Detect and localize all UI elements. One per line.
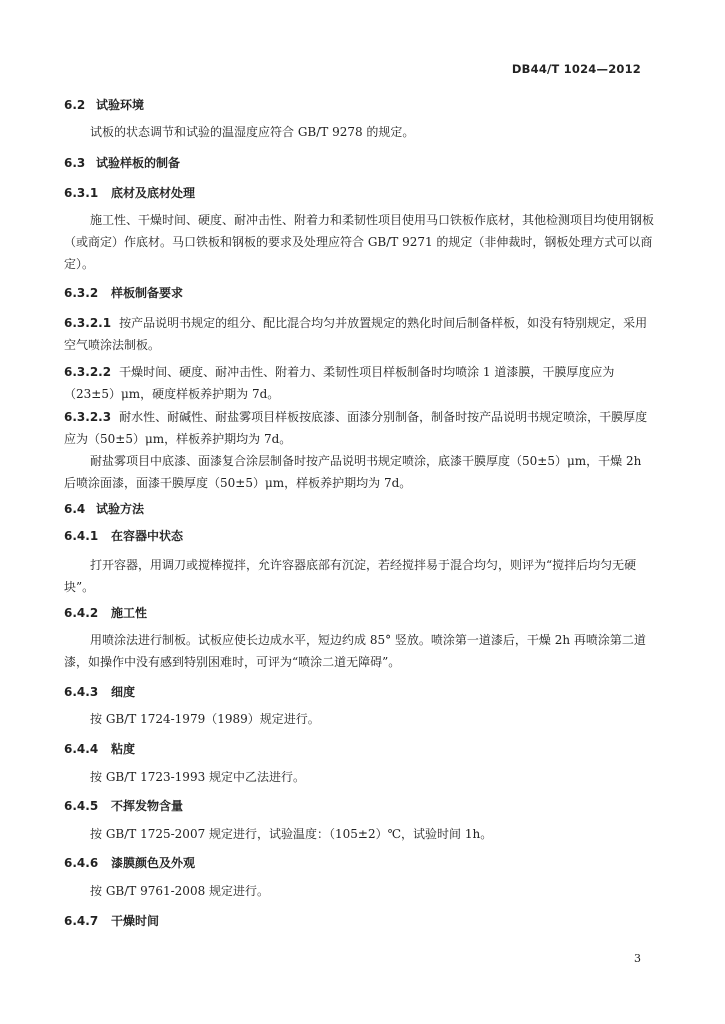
paragraph-6-3-2-2	[64, 361, 656, 405]
paragraph-6-4-5: 按 GB/T 1725-2007 规定进行，试验温度：（105±2）℃，试验时间 1h。	[90, 827, 493, 841]
section-title: 干燥时间	[111, 914, 160, 928]
heading-6-4-5	[64, 797, 656, 815]
heading-6-4-2	[64, 604, 656, 622]
heading-6-4	[64, 500, 656, 518]
section-number: 6.4.5	[64, 799, 99, 813]
section-number: 6.4.3	[64, 685, 99, 699]
paragraph-6-3-1: 施工性、干燥时间、硬度、耐冲击性、附着力和柔韧性项目使用马口铁板作底材，其他检测项目均使用钢板（或商定）作底材。马口铁板和钢板的要求及处理应符合 GB/T 9271 的规定（非伸裁时，钢板处理方式可以商定）。	[64, 213, 655, 271]
section-number: 6.4	[64, 502, 86, 516]
clause-number: 6.3.2.2	[64, 365, 112, 379]
section-title: 试验方法	[96, 502, 145, 516]
section-number: 6.3.2	[64, 286, 99, 300]
section-number: 6.3.1	[64, 186, 99, 200]
document-code-header: DB44/T 1024—2012	[511, 62, 641, 76]
clause-number: 6.3.2.1	[64, 316, 112, 330]
section-title: 漆膜颜色及外观	[111, 856, 196, 870]
paragraph-6-4-1: 打开容器，用调刀或搅棒搅拌，允许容器底部有沉淀，若经搅拌易于混合均匀，则评为“搅拌后均匀无硬块”。	[64, 558, 637, 594]
heading-6-2	[64, 96, 656, 114]
page-number: 3	[634, 952, 641, 965]
section-number: 6.4.4	[64, 742, 99, 756]
heading-6-3-1	[64, 184, 656, 202]
section-number: 6.3	[64, 156, 86, 170]
section-title: 粘度	[111, 742, 136, 756]
paragraph-6-3-2-3	[64, 406, 656, 450]
clause-text: 按产品说明书规定的组分、配比混合均匀并放置规定的熟化时间后制备样板，如没有特别规定，采用空气喷涂法制板。	[64, 316, 648, 352]
section-number: 6.4.2	[64, 606, 99, 620]
paragraph-6-4-3: 按 GB/T 1724-1979（1989）规定进行。	[90, 712, 320, 726]
clause-text: 耐水性、耐碱性、耐盐雾项目样板按底漆、面漆分别制备，制备时按产品说明书规定喷涂，干膜厚度应为（50±5）μm，样板养护期均为 7d。	[64, 410, 648, 446]
heading-6-4-1	[64, 527, 656, 545]
section-title: 试验样板的制备	[96, 156, 181, 170]
heading-6-4-4	[64, 740, 656, 758]
paragraph-6-4-6: 按 GB/T 9761-2008 规定进行。	[90, 884, 270, 898]
heading-6-4-6	[64, 854, 656, 872]
heading-6-4-3	[64, 683, 656, 701]
section-number: 6.4.7	[64, 914, 99, 928]
paragraph-6-4-4: 按 GB/T 1723-1993 规定中乙法进行。	[90, 770, 306, 784]
paragraph-6-4-2: 用喷涂法进行制板。试板应使长边成水平，短边约成 85° 竖放。喷涂第一道漆后，干燥 2h 再喷涂第二道漆，如操作中没有感到特别困难时，可评为“喷涂二道无障碍”。	[64, 633, 646, 669]
section-number: 6.4.1	[64, 529, 99, 543]
section-title: 试验环境	[96, 98, 145, 112]
section-number: 6.4.6	[64, 856, 99, 870]
section-title: 细度	[111, 685, 136, 699]
section-title: 底材及底材处理	[111, 186, 196, 200]
paragraph-6-3-2-3-continued: 耐盐雾项目中底漆、面漆复合涂层制备时按产品说明书规定喷涂，底漆干膜厚度（50±5）μm，干燥 2h 后喷涂面漆，面漆干膜厚度（50±5）μm，样板养护期均为 7d。	[64, 454, 642, 490]
clause-text: 干燥时间、硬度、耐冲击性、附着力、柔韧性项目样板制备时均喷涂 1 道漆膜，干膜厚度应为（23±5）μm，硬度样板养护期为 7d。	[64, 365, 615, 401]
section-title: 在容器中状态	[111, 529, 184, 543]
section-title: 施工性	[111, 606, 148, 620]
section-title: 样板制备要求	[111, 286, 184, 300]
paragraph-6-3-2-1	[64, 312, 656, 356]
heading-6-3	[64, 154, 656, 172]
section-number: 6.2	[64, 98, 86, 112]
paragraph-6-2: 试板的状态调节和试验的温湿度应符合 GB/T 9278 的规定。	[90, 125, 415, 139]
heading-6-4-7	[64, 912, 656, 930]
clause-number: 6.3.2.3	[64, 410, 112, 424]
heading-6-3-2	[64, 284, 656, 302]
section-title: 不挥发物含量	[111, 799, 184, 813]
